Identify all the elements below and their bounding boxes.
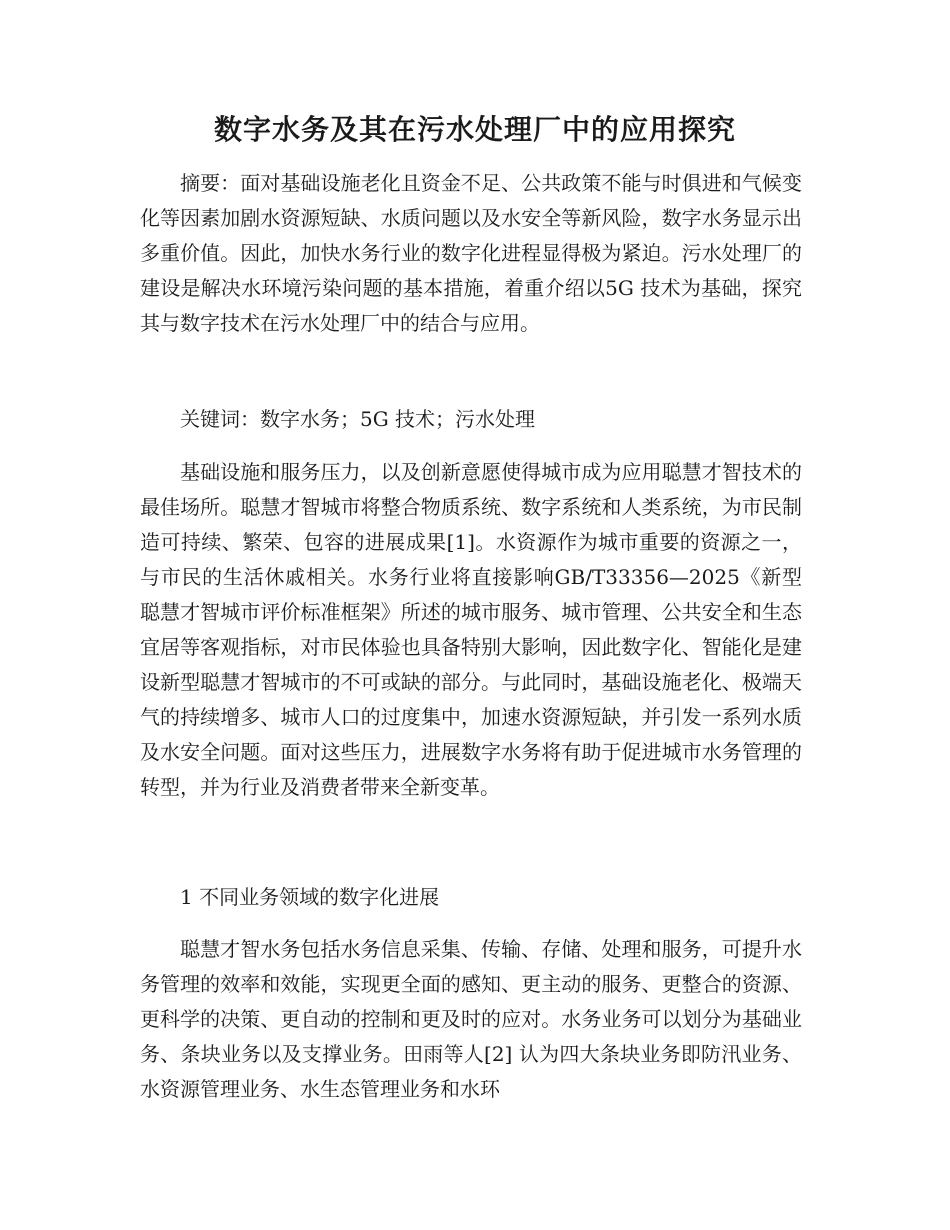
- section-heading: 1 不同业务领域的数字化进展: [180, 885, 440, 909]
- abstract-paragraph: 摘要：面对基础设施老化且资金不足、公共政策不能与时俱进和气候变化等因素加剧水资源短缺、水质问题以及水安全等新风险，数字水务显示出多重价值。因此，加快水务行业的数字化进程显得极为紧迫。污水处理厂的建设是解决水环境污染问题的基本措施，着重介绍以5G 技术为基础，探究其与数字技术在污水处理厂中的结合与应用。: [140, 171, 802, 335]
- keywords-line: 关键词：数字水务；5G 技术；污水处理: [180, 407, 536, 431]
- document-title: 数字水务及其在污水处理厂中的应用探究: [213, 113, 736, 146]
- section-paragraph: 聪慧才智水务包括水务信息采集、传输、存储、处理和服务，可提升水务管理的效率和效能，实现更全面的感知、更主动的服务、更整合的资源、更科学的决策、更自动的控制和更及时的应对。水务业务可以划分为基础业务、条块业务以及支撑业务。田雨等人[2] 认为四大条块业务即防汛业务、水资源管理业务、水生态管理业务和水环: [140, 937, 802, 1101]
- intro-paragraph: 基础设施和服务压力，以及创新意愿使得城市成为应用聪慧才智技术的最佳场所。聪慧才智城市将整合物质系统、数字系统和人类系统，为市民制造可持续、繁荣、包容的进展成果[1]。水资源作为城市重要的资源之一，与市民的生活休戚相关。水务行业将直接影响GB/T33356—2025《新型聪慧才智城市评价标准框架》所述的城市服务、城市管理、公共安全和生态宜居等客观指标，对市民体验也具备特别大影响，因此数字化、智能化是建设新型聪慧才智城市的不可或缺的部分。与此同时，基础设施老化、极端天气的持续增多、城市人口的过度集中，加速水资源短缺，并引发一系列水质及水安全问题。面对这些压力，进展数字水务将有助于促进城市水务管理的转型，并为行业及消费者带来全新变革。: [140, 460, 802, 799]
